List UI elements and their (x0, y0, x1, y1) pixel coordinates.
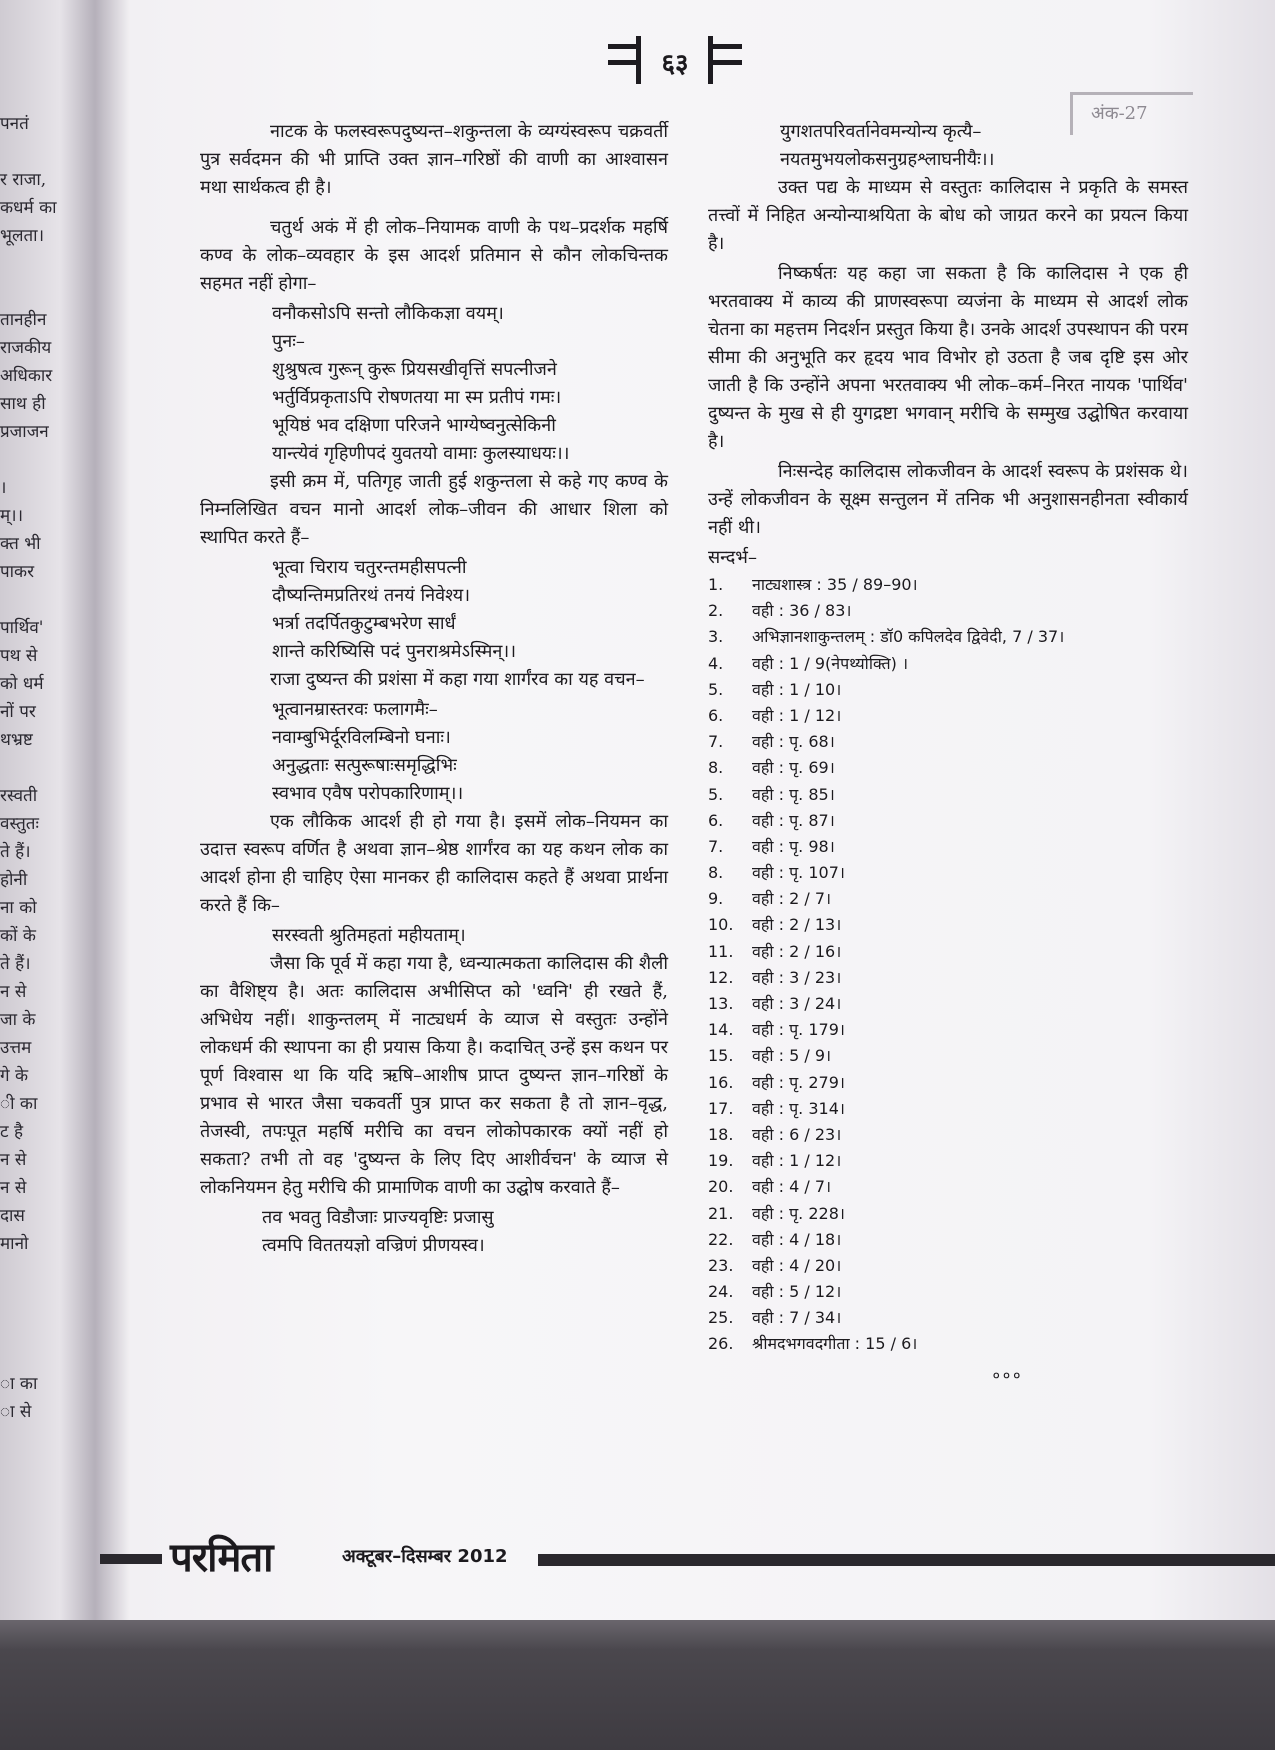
end-mark: ००० (992, 1367, 1024, 1384)
bleed-line: र राजा, (0, 170, 47, 190)
bleed-line (0, 446, 74, 474)
bleed-line: रस्वती (0, 786, 38, 806)
reference-number: 6. (708, 810, 724, 830)
verse-block (200, 1204, 668, 1260)
reference-text: वही : 7 / 34। (752, 1308, 842, 1328)
reference-number: 3. (708, 627, 724, 647)
bleed-line: कधर्म का (0, 198, 57, 218)
reference-number: 20. (708, 1177, 734, 1197)
paragraph: उक्त पद्य के माध्यम से वस्तुतः कालिदास ने प्रकृति के समस्त तत्त्वों में निहित अन्योन्याश्रयिता के बोध को जाग्रत करने का प्रयत्न किया है। (708, 177, 1188, 254)
reference-text: वही : पृ. 179। (752, 1020, 845, 1040)
reference-text: वही : 3 / 23। (752, 967, 842, 987)
reference-item (708, 677, 1188, 703)
reference-text: वही : पृ. 87। (752, 810, 835, 830)
bleed-line: गे के (0, 1066, 29, 1086)
ornament-bar (608, 44, 638, 49)
reference-text: वही : 36 / 83। (752, 601, 852, 621)
reference-item (708, 1279, 1188, 1305)
verse-line: नवाम्बुभिर्दूरविलम्बिनो घनाः। (272, 727, 451, 748)
bleed-line (0, 754, 74, 782)
reference-number: 9. (708, 889, 724, 909)
bleed-line: तानहीन (0, 310, 47, 330)
bleed-line: न से (0, 1150, 27, 1170)
verse-line: वनौकसोऽपि सन्तो लौकिकज्ञा वयम्। (272, 303, 504, 324)
reference-text: वही : 2 / 16। (752, 941, 842, 961)
bleed-line: ा का (0, 1374, 38, 1394)
reference-number: 11. (708, 941, 734, 961)
reference-text: वही : 4 / 7। (752, 1177, 832, 1197)
reference-item (708, 912, 1188, 938)
reference-number: 1. (708, 575, 724, 594)
reference-item (708, 1305, 1188, 1331)
verse-line: भूत्वा चिराय चतुरन्तमहीसपत्नी (272, 557, 467, 578)
reference-text: वही : 1 / 10। (752, 679, 842, 699)
bleed-line: ा से (0, 1402, 32, 1422)
verse-line: सरस्वती श्रुतिमहतां महीयताम्। (272, 925, 466, 946)
reference-item (708, 755, 1188, 781)
bleed-line (0, 1258, 74, 1286)
reference-item (708, 1174, 1188, 1200)
reference-item (708, 782, 1188, 808)
reference-number: 13. (708, 994, 734, 1013)
reference-item (708, 1043, 1188, 1069)
reference-text: अभिज्ञानशाकुन्तलम् : डॉ0 कपिलदेव द्विवेदी, 7 / 37। (752, 627, 1065, 647)
verse-line: दौष्यन्तिमप्रतिरथं तनयं निवेश्य। (272, 585, 471, 606)
reference-number: 4. (708, 653, 724, 673)
paragraph: इसी क्रम में, पतिगृह जाती हुई शकुन्तला से कहे गए कण्व के निम्नलिखित वचन मानो आदर्श लोक–जीवन की आधार शिला को स्थापित करते हैं– (200, 471, 668, 548)
verse-line: त्वमपि विततयज्ञो वज्रिणं प्रीणयस्व। (262, 1235, 485, 1256)
reference-number: 22. (708, 1229, 734, 1249)
reference-number: 12. (708, 967, 734, 987)
bleed-line: को धर्म (0, 674, 44, 694)
bleed-line: दास (0, 1206, 25, 1226)
verse-block (200, 356, 668, 468)
reference-text: वही : 1 / 9(नेपथ्योक्ति) । (752, 653, 909, 673)
bleed-line: जा के (0, 1010, 36, 1030)
bleed-line: उत्तम (0, 1038, 32, 1058)
ornament-bar (712, 60, 742, 65)
verse-line: पुनः– (272, 331, 305, 352)
reference-item (708, 729, 1188, 755)
verse-line: स्वभाव एवैष परोपकारिणाम्।। (272, 783, 464, 804)
bleed-line: साथ ही (0, 394, 46, 414)
paragraph: राजा दुष्यन्त की प्रशंसा में कहा गया शार्गंरव का यह वचन– (270, 669, 645, 690)
page-number: ६३ (661, 49, 689, 79)
reference-item (708, 1227, 1188, 1253)
faint-running-head-text: अंक-27 (1091, 103, 1148, 124)
reference-number: 8. (708, 863, 724, 883)
bleed-line: न से (0, 1178, 27, 1198)
bleed-line: क्त भी (0, 534, 41, 554)
reference-number: 10. (708, 915, 734, 935)
bleed-line: म्।। (0, 506, 24, 526)
footer (100, 1532, 1275, 1582)
reference-number: 26. (708, 1334, 734, 1354)
reference-item (708, 1331, 1188, 1357)
reference-number: 2. (708, 601, 724, 621)
references-heading: सन्दर्भ– (708, 547, 757, 568)
reference-number: 7. (708, 836, 724, 856)
reference-number: 5. (708, 784, 724, 804)
reference-item (708, 1096, 1188, 1122)
reference-text: वही : 1 / 12। (752, 705, 842, 725)
reference-number: 5. (708, 679, 724, 699)
reference-item (708, 624, 1188, 650)
verse-line: भूत्वानम्रास्तरवः फलागमैः– (272, 699, 438, 720)
bleed-line: ी का (0, 1094, 38, 1114)
verse-line: शुश्रुषत्व गुरून् कुरू प्रियसखीवृत्तिं सपत्नीजने (272, 359, 557, 380)
ornament-bar (712, 44, 742, 49)
page-number-ornament (600, 30, 750, 90)
reference-item (708, 1070, 1188, 1096)
right-column (708, 118, 1188, 1390)
verse-line: युगशतपरिवर्तानेवमन्योन्य कृत्यै– (780, 121, 982, 142)
bleed-line (0, 586, 74, 614)
bleed-line: । (0, 478, 7, 498)
reference-item (708, 939, 1188, 965)
bleed-line: भूलता। (0, 226, 45, 246)
reference-text: वही : 3 / 24। (752, 994, 842, 1013)
reference-item (708, 703, 1188, 729)
bleed-line: पनतं (0, 114, 29, 134)
reference-number: 24. (708, 1282, 734, 1302)
bleed-line (0, 250, 74, 278)
reference-number: 15. (708, 1046, 734, 1066)
reference-item (708, 651, 1188, 677)
bleed-line: अधिकार (0, 366, 53, 386)
reference-text: नाट्यशास्त्र : 35 / 89–90। (752, 575, 918, 594)
verse-block (200, 696, 668, 808)
reference-number: 25. (708, 1308, 734, 1328)
bleed-line: ते हैं। (0, 954, 31, 974)
reference-number: 7. (708, 732, 724, 752)
bleed-line: न से (0, 982, 27, 1002)
verse-line: भर्त्रा तदर्पितकुटुम्बभरेण सार्धं (272, 613, 456, 634)
bleed-line: पाकर (0, 562, 35, 582)
reference-item (708, 860, 1188, 886)
bleed-line (0, 1286, 74, 1314)
bleed-line: राजकीय (0, 338, 52, 358)
reference-text: श्रीमदभगवदगीता : 15 / 6। (752, 1334, 918, 1354)
reference-text: वही : पृ. 69। (752, 758, 835, 778)
reference-text: वही : पृ. 85। (752, 784, 835, 804)
reference-item (708, 1253, 1188, 1279)
bleed-line: ते हैं। (0, 842, 31, 862)
paragraph: जैसा कि पूर्व में कहा गया है, ध्वन्यात्मकता कालिदास की शैली का वैशिष्ट्य है। अतः कालिदास अभीसिप्त को 'ध्वनि' ही रखते हैं, अभिधेय नहीं। शाकुन्तलम् में नाट्यधर्म के व्याज से वस्तुतः उन्होंने लोकधर्म की स्थापना का ही प्रयास किया है। कदाचित् उन्हें इस कथन पर पूर्ण विश्वास था कि यदि ऋषि–आशीष प्राप्त दुष्यन्त ज्ञान–गरिष्ठों के प्रभाव से भारत जैसा चकवर्ती पुत्र प्राप्त कर सकता है तो ज्ञान–वृद्ध, तेजस्वी, तपःपूत महर्षि मरीचि का वचन लोकोपकारक क्यों नहीं हो सकता? तभी तो वह 'दुष्यन्त के लिए दिए आशीर्वचन' के व्याज से लोकनियमन हेतु मरीचि की प्रामाणिक वाणी का उद्घोष करवाते हैं– (200, 953, 668, 1198)
reference-text: वही : पृ. 314। (752, 1098, 845, 1118)
bleed-line: होनी (0, 870, 28, 890)
bleed-line (0, 138, 74, 166)
references-list (708, 572, 1188, 1358)
bleed-line: ना को (0, 898, 37, 918)
bleed-line: पार्थिव' (0, 618, 44, 638)
verse-line: भूयिष्ठं भव दक्षिणा परिजने भाग्येष्वनुत्सेकिनी (272, 415, 556, 436)
reference-number: 16. (708, 1072, 734, 1092)
reference-number: 23. (708, 1255, 734, 1275)
verse-line: भर्तुर्विप्रकृताऽपि रोषणतया मा स्म प्रतीपं गमः। (272, 387, 562, 408)
journal-title: परमिता (170, 1535, 273, 1581)
bleed-line: कों के (0, 926, 36, 946)
reference-text: वही : 5 / 9। (752, 1046, 832, 1066)
reference-item (708, 834, 1188, 860)
verse-line: तव भवतु विडौजाः प्राज्यवृष्टिः प्रजासु (262, 1207, 494, 1228)
scan-background (0, 1620, 1275, 1750)
reference-item (708, 808, 1188, 834)
verse-line: नयतमुभयलोकसनुग्रहश्लाघनीयैः।। (780, 149, 995, 170)
bleed-line: प्रजाजन (0, 422, 49, 442)
reference-text: वही : 4 / 20। (752, 1255, 842, 1275)
paragraph: एक लौकिक आदर्श ही हो गया है। इसमें लोक–नियमन का उदात्त स्वरूप वर्णित है अथवा ज्ञान–श्रेष्ठ शार्गंरव का यह कथन लोक का आदर्श होना ही चाहिए ऐसा मानकर ही कालिदास कहते हैं अथवा प्रार्थना करते हैं कि– (200, 811, 668, 916)
bleed-line: ट है (0, 1122, 23, 1142)
issue-date: अक्टूबर–दिसम्बर 2012 (342, 1546, 508, 1567)
paragraph: नाटक के फलस्वरूपदुष्यन्त–शकुन्तला के व्यग्यंस्वरूप चक्रवर्ती पुत्र सर्वदमन की भी प्राप्ति उक्त ज्ञान–गरिष्ठों की वाणी का आश्वासन मथा सार्थकत्व ही है। (200, 121, 668, 198)
reference-item (708, 1148, 1188, 1174)
reference-text: वही : 6 / 23। (752, 1124, 842, 1144)
reference-text: वही : 4 / 18। (752, 1229, 842, 1249)
reference-text: वही : 1 / 12। (752, 1151, 842, 1171)
bleed-line (0, 1342, 74, 1370)
reference-number: 19. (708, 1151, 734, 1171)
reference-item (708, 598, 1188, 624)
left-column (200, 118, 668, 1260)
footer-rule (100, 1554, 162, 1564)
paragraph: निष्कर्षतः यह कहा जा सकता है कि कालिदास ने एक ही भरतवाक्य में काव्य की प्राणस्वरूपा व्यजंना के माध्यम से आदर्श लोक चेतना का महत्तम निदर्शन प्रस्तुत किया है। उनके आदर्श उपस्थापन की परम सीमा की अनुभूति कर हृदय भाव विभोर हो उठता है जब दृष्टि इस ओर जाती है कि उन्होंने अपना भरतवाक्य भी लोक–कर्म–निरत नायक 'पार्थिव' दुष्यन्त के मुख से ही युगद्रष्टा भगवान् मरीचि के सम्मुख उद्घोषित करवाया है। (708, 263, 1188, 452)
bleed-line (0, 278, 74, 306)
reference-item (708, 886, 1188, 912)
reference-item (708, 991, 1188, 1017)
footer-rule (538, 1554, 1275, 1566)
reference-number: 21. (708, 1203, 734, 1223)
reference-number: 17. (708, 1098, 734, 1118)
bleed-line: पथ से (0, 646, 38, 666)
ornament-bar (636, 36, 641, 84)
bleed-line: नों पर (0, 702, 36, 722)
reference-item (708, 572, 1188, 598)
previous-page-fragment (0, 110, 74, 1426)
bleed-line: थभ्रष्ट (0, 730, 33, 750)
reference-number: 18. (708, 1124, 734, 1144)
reference-text: वही : 2 / 13। (752, 915, 842, 935)
reference-text: वही : पृ. 228। (752, 1203, 845, 1223)
verse-line: यान्त्येवं गृहिणीपदं युवतयो वामाः कुलस्याधयः।। (272, 443, 570, 464)
bleed-line (0, 1314, 74, 1342)
reference-item (708, 1017, 1188, 1043)
reference-number: 14. (708, 1020, 734, 1040)
reference-text: वही : 2 / 7। (752, 889, 832, 909)
verse-block (708, 118, 1188, 174)
ornament-bar (608, 60, 638, 65)
reference-number: 8. (708, 758, 724, 778)
reference-text: वही : पृ. 98। (752, 836, 835, 856)
verse-block (200, 554, 668, 666)
reference-text: वही : 5 / 12। (752, 1282, 842, 1302)
verse-line: शान्ते करिष्यिसि पदं पुनराश्रमेऽस्मिन्।। (272, 641, 517, 662)
paragraph: चतुर्थ अकं में ही लोक–नियामक वाणी के पथ–प्रदर्शक महर्षि कण्व के लोक–व्यवहार के इस आदर्श प्रतिमान से कौन लोकचिन्तक सहमत नहीं होगा– (200, 217, 668, 294)
reference-text: वही : पृ. 68। (752, 732, 835, 752)
reference-item (708, 1201, 1188, 1227)
bleed-line: वस्तुतः (0, 814, 39, 834)
reference-text: वही : पृ. 107। (752, 863, 845, 883)
reference-number: 6. (708, 705, 724, 725)
bleed-line: मानो (0, 1234, 29, 1254)
verse-line: अनुद्धताः सत्पुरूषाःसमृद्धिभिः (272, 755, 457, 776)
reference-item (708, 1122, 1188, 1148)
reference-item (708, 965, 1188, 991)
reference-text: वही : पृ. 279। (752, 1072, 845, 1092)
paragraph: निःसन्देह कालिदास लोकजीवन के आदर्श स्वरूप के प्रशंसक थे। उन्हें लोकजीवन के सूक्ष्म सन्तुलन में तनिक भी अनुशासनहीनता स्वीकार्य नहीं थी। (708, 461, 1188, 538)
